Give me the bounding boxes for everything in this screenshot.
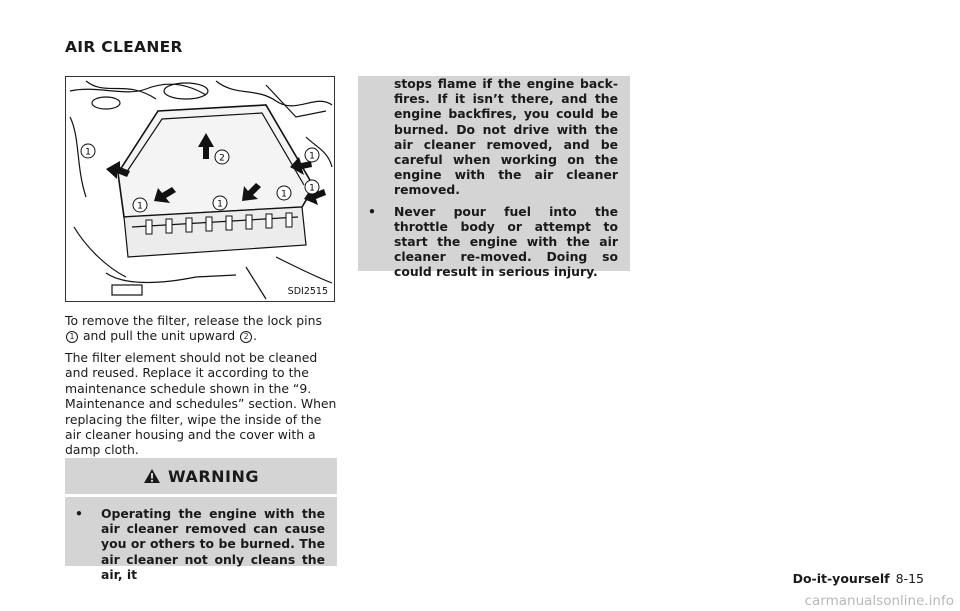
figure-callout: 1 xyxy=(281,189,287,200)
warning-item xyxy=(366,204,618,280)
footer-section: Do-it-yourself xyxy=(792,571,890,586)
bullet-point: • xyxy=(368,203,376,219)
figure-callout: 2 xyxy=(219,153,225,164)
watermark: carmanualsonline.info xyxy=(804,593,954,609)
instruction-text: and pull the unit upward xyxy=(82,328,236,344)
instruction-text: . xyxy=(253,328,258,344)
filter-note-paragraph: The filter element should not be cleaned and reused. Replace it according to the maintenance schedule shown in the “9. Maintenance and schedules” section. When replacing the filter, wipe the inside of the air cleaner housing and the cover with a damp cloth. xyxy=(65,350,337,458)
callout-number: 2 xyxy=(240,331,252,343)
instruction-text: To remove the filter, release the lock pins xyxy=(65,313,322,328)
warning-header xyxy=(65,458,337,494)
figure-code: SDI2515 xyxy=(287,286,328,297)
warning-label: WARNING xyxy=(168,466,259,486)
figure-callout: 1 xyxy=(309,151,315,162)
warning-triangle-icon xyxy=(143,468,161,484)
bullet-point: • xyxy=(75,506,83,521)
warning-body-right xyxy=(358,76,630,280)
figure-callout: 1 xyxy=(85,147,91,158)
figure-callout: 1 xyxy=(309,183,315,194)
engine-bay-drawing xyxy=(66,77,334,301)
warning-item xyxy=(73,506,325,582)
page-number: 8-15 xyxy=(895,571,924,586)
instruction-paragraph xyxy=(65,313,337,344)
figure-callout: 1 xyxy=(217,199,223,210)
warning-text-continued: stops flame if the engine back-fires. If it isn’t there, and the engine backfires, you could be burned. Do not drive with the air cleaner removed, and be careful when working on the engine with the air cleaner removed. xyxy=(394,76,618,198)
air-cleaner-illustration xyxy=(65,76,335,302)
callout-number: 1 xyxy=(66,331,78,343)
warning-text: Operating the engine with the air cleaner removed can cause you or others to be burned. The air cleaner not only cleans the air, it xyxy=(101,506,325,582)
page-footer xyxy=(793,571,924,586)
warning-text: Never pour fuel into the throttle body or attempt to start the engine with the air cleaner re-moved. Doing so could result in serious injury. xyxy=(394,203,618,280)
page-title: AIR CLEANER xyxy=(65,38,183,56)
figure-callout: 1 xyxy=(137,201,143,212)
warning-body-left xyxy=(65,497,337,582)
